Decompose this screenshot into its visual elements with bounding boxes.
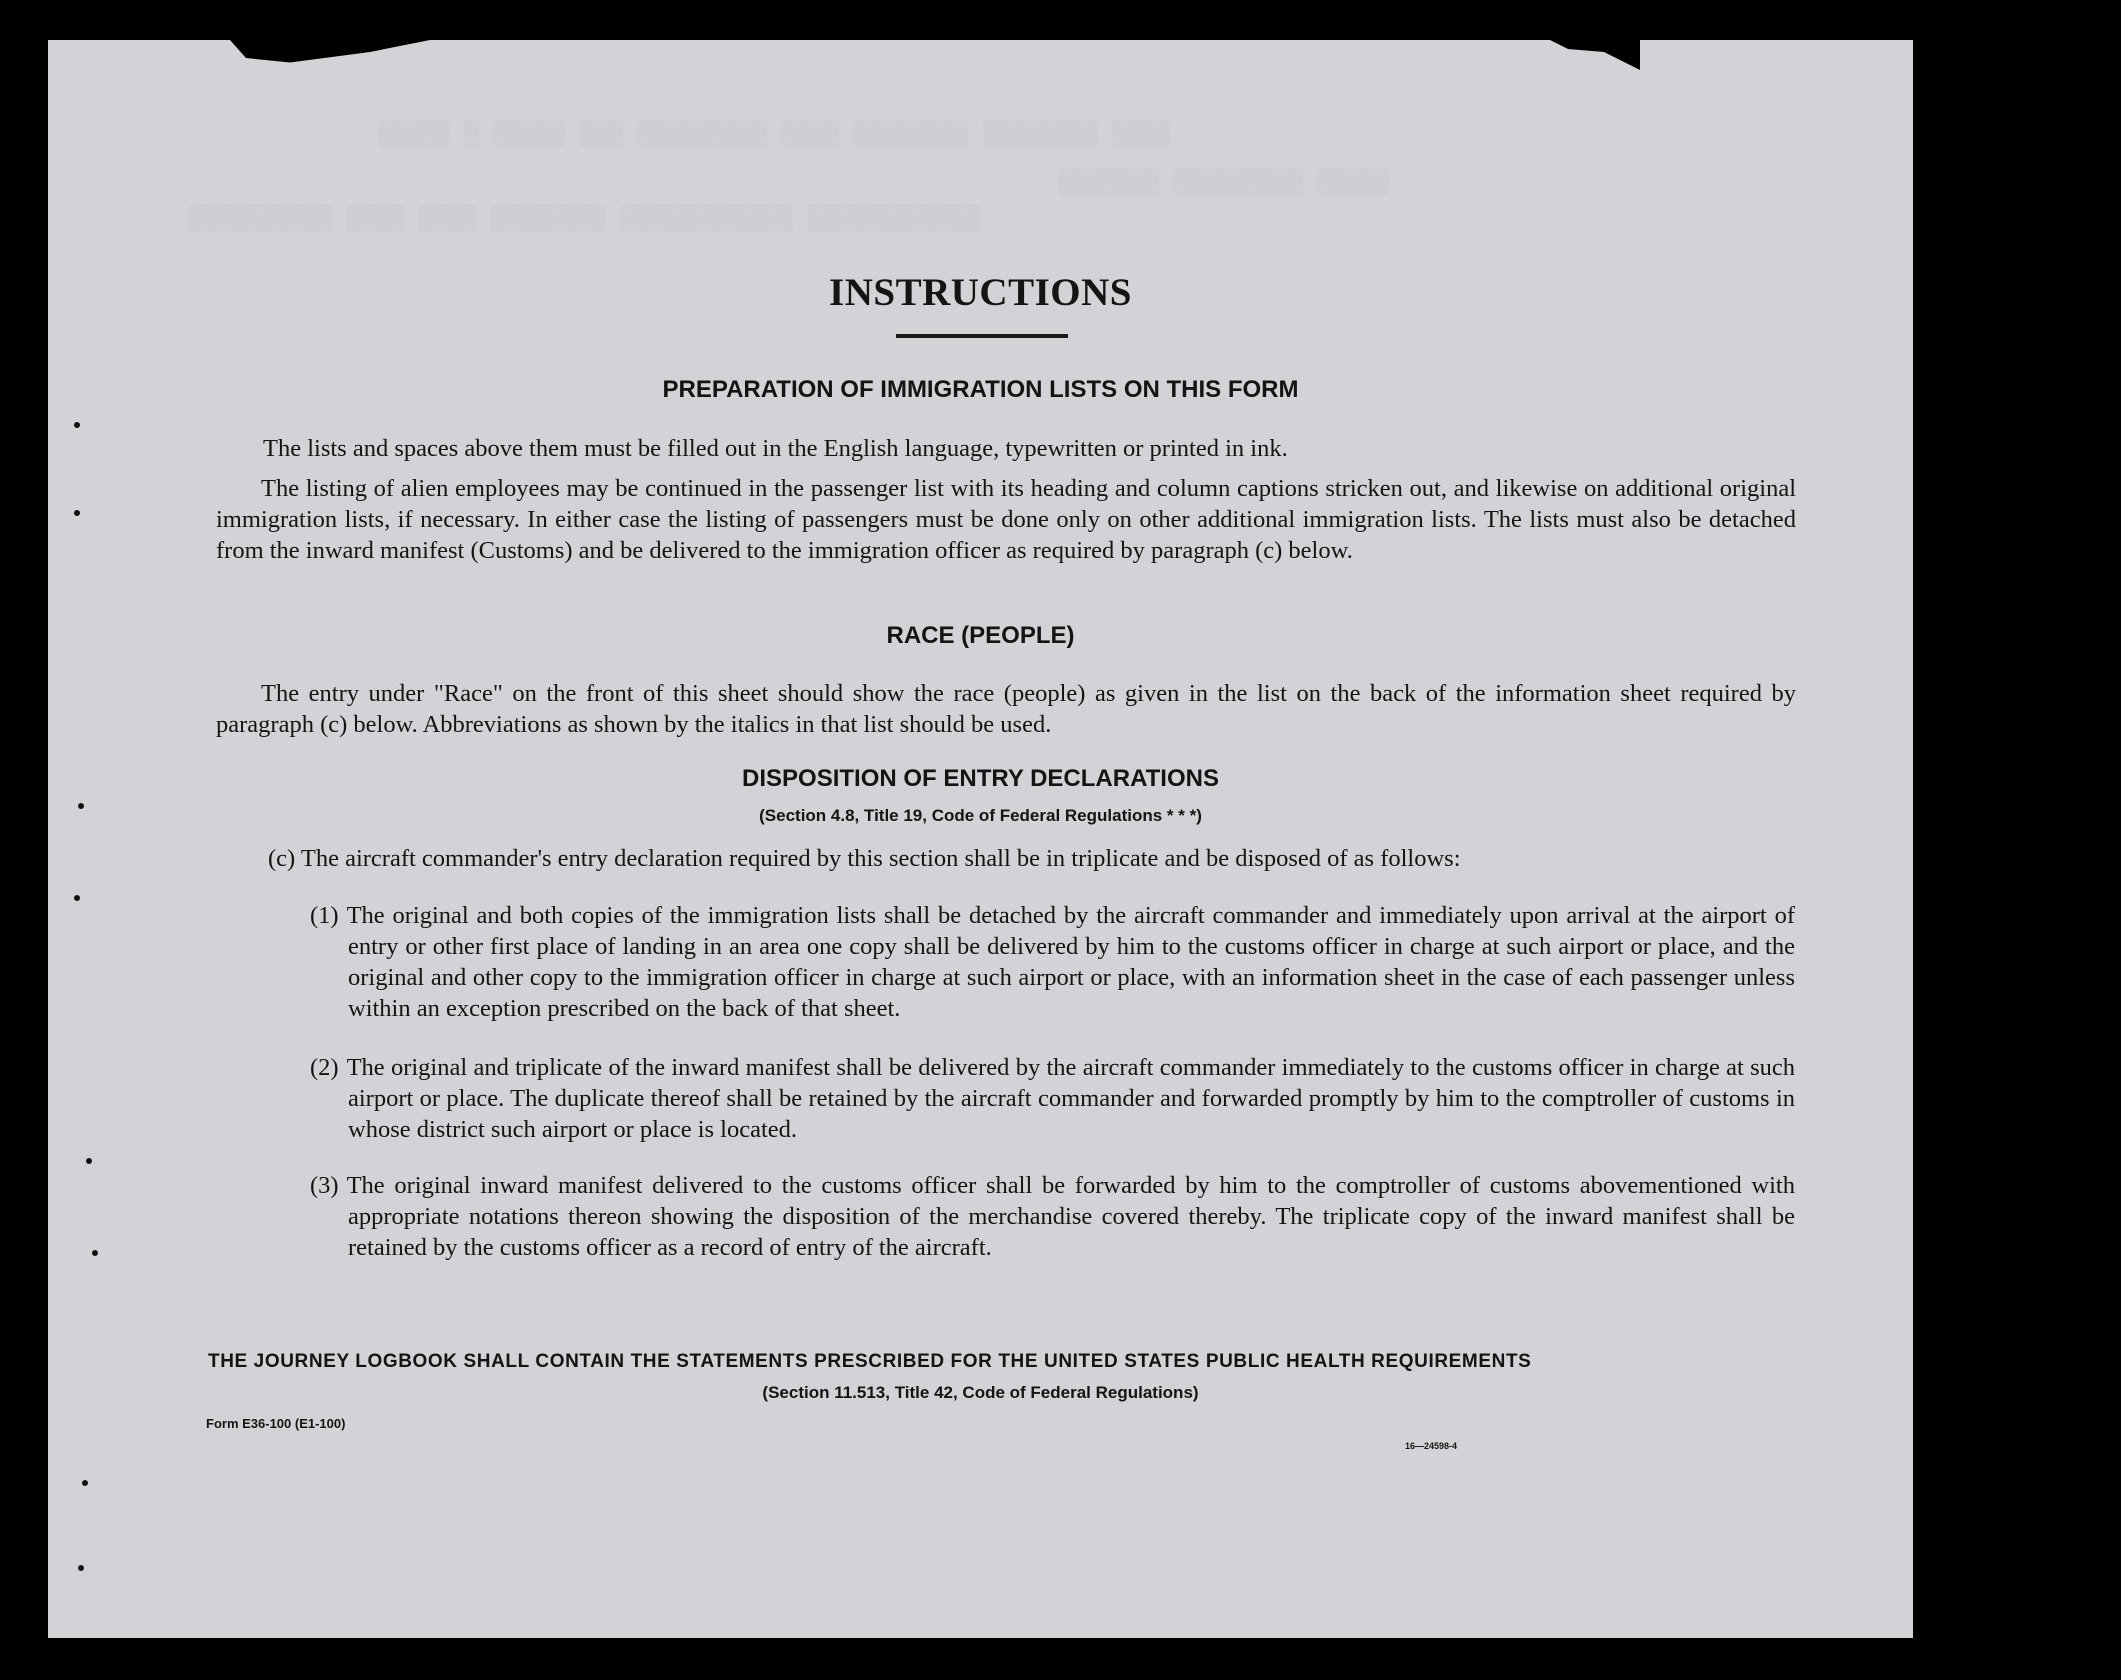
- print-code: 16—24598-4: [1405, 1441, 1458, 1451]
- form-number: Form E36-100 (E1-100): [206, 1416, 346, 1431]
- bleed-through-text: ▒▒▒▒▒▒▒▒▒▒▒▒ ▒▒▒▒▒▒▒▒▒▒▒▒ ▒▒▒▒▒▒▒▒ ▒▒▒▒ ▒▒▒▒ ▒▒▒▒▒▒▒▒▒▒: [188, 206, 981, 233]
- item-number: (3): [310, 1172, 339, 1199]
- punch-speck: [74, 422, 80, 428]
- title-underline: [896, 334, 1068, 338]
- item-text: (1) The original and both copies of the immigration lists shall be detached by the aircraft commander and immediately upon arrival at the airport of entry or other first place of landing in an area one copy shall be delivered by him to the customs officer in charge at such airport or place, and the original and other copy to the immigration officer in charge at such airport or place, with an information sheet in the case of each passenger unless within an exception prescribed on the back of that sheet.: [310, 902, 1795, 1022]
- bleed-through-text: ▒▒▒▒ ▒▒▒▒▒▒▒▒ ▒▒▒▒▒▒▒▒ ▒▒▒▒ ▒▒▒▒▒▒▒▒▒ ▒▒▒ ▒▒▒▒▒ ▒ ▒▒▒▒▒: [378, 122, 1171, 149]
- document-page: [48, 40, 1913, 1638]
- punch-speck: [86, 1158, 92, 1164]
- section-subheading-disposition: (Section 4.8, Title 19, Code of Federal Regulations * * *): [759, 806, 1202, 825]
- punch-speck: [78, 803, 84, 809]
- disposition-item-2: [310, 1052, 1795, 1145]
- punch-speck: [92, 1250, 98, 1256]
- public-health-citation: (Section 11.513, Title 42, Code of Federal Regulations): [762, 1383, 1199, 1402]
- preparation-paragraph-2: The listing of alien employees may be continued in the passenger list with its heading and column captions stricken out, and likewise on additional original immigration lists, if necessary. In either case the listing of passengers must be done only on other additional immigration lists. The lists must also be detached from the inward manifest (Customs) and be delivered to the immigration officer as required by paragraph (c) below.: [216, 475, 1796, 564]
- item-number: (1): [310, 902, 339, 929]
- preparation-paragraph-1: The lists and spaces above them must be filled out in the English language, typewritten or printed in ink.: [263, 435, 1288, 462]
- page-title: INSTRUCTIONS: [829, 271, 1132, 314]
- section-heading-race: RACE (PEOPLE): [886, 622, 1075, 649]
- item-number: (2): [310, 1054, 339, 1081]
- section-heading-preparation: PREPARATION OF IMMIGRATION LISTS ON THIS FORM: [662, 376, 1299, 403]
- disposition-item-3: [310, 1170, 1795, 1263]
- race-paragraph: The entry under "Race" on the front of this sheet should show the race (people) as given in the list on the back of the information sheet required by paragraph (c) below. Abbreviations as shown by the italics in that list should be used.: [216, 680, 1796, 738]
- disposition-item-1: [310, 900, 1795, 1024]
- punch-speck: [78, 1565, 84, 1571]
- punch-speck: [74, 510, 80, 516]
- punch-speck: [82, 1480, 88, 1486]
- public-health-statement: THE JOURNEY LOGBOOK SHALL CONTAIN THE STATEMENTS PRESCRIBED FOR THE UNITED STATES PUBLIC HEALTH REQUIREMENTS: [208, 1351, 1532, 1372]
- punch-speck: [74, 895, 80, 901]
- disposition-intro: (c) The aircraft commander's entry declaration required by this section shall be in triplicate and be disposed of as follows:: [268, 845, 1461, 872]
- item-text: (2) The original and triplicate of the inward manifest shall be delivered by the aircraft commander immediately to the customs officer in charge at such airport or place. The duplicate thereof shall be retained by the aircraft commander and forwarded promptly by him to the comptroller of customs in whose district such airport or place is located.: [310, 1054, 1795, 1143]
- section-heading-disposition: DISPOSITION OF ENTRY DECLARATIONS: [742, 765, 1219, 792]
- item-text: (3) The original inward manifest delivered to the customs officer shall be forwarded by him to the comptroller of customs abovementioned with appropriate notations thereon showing the disposition of the merchandise covered thereby. The triplicate copy of the inward manifest shall be retained by the customs officer as a record of entry of the aircraft.: [310, 1172, 1795, 1261]
- bleed-through-text: ▒▒▒▒▒ ▒▒▒▒▒▒▒▒▒ ▒▒▒▒▒▒▒: [1058, 170, 1390, 197]
